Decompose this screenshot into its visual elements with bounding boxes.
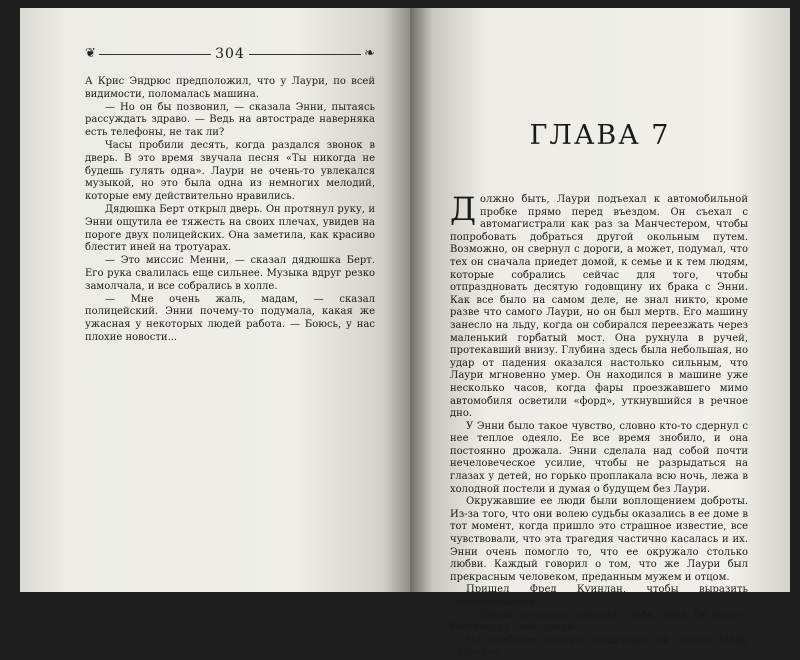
right-page <box>410 8 790 659</box>
drop-cap: Д <box>450 190 477 228</box>
page-header <box>85 44 375 64</box>
chapter-title: ГЛАВА 7 <box>529 120 671 151</box>
paragraph: Но наиболее ценную поддержку ей оказал Майк Галлахер. <box>450 634 748 659</box>
paragraph: — Мне очень жаль, мадам, — сказал полицейский. Энни почему-то подумала, какая же ужасная у некоторых людей работа. — Боюсь, у нас плохие новости... <box>85 293 375 343</box>
paragraph-first-text: олжно быть, Лаури подъехал к автомобильной пробке прямо перед въездом. Он съехал с автомагистрали как раз за Манчестером, чтобы попробовать добраться другой окольным путем. Возможно, он свернул с дороги, а может, подумал, что тех он сначала приедет домой, к семье и к тем людям, которые собрались сейчас для того, чтобы отпраздновать десятую годовщину их брака с Энни. Как все было на самом деле, не знал никто, кроме разве что самого Лаури, но он был мертв. Его машину занесло на льду, когда он собирался переезжать через маленький горбатый мост. Она рухнула в ручей, протекавший внизу. Глубина здесь была небольшая, но удар от падения оказался настолько сильным, что Лаури мгновенно умер. Он находился в машине уже несколько часов, когда фары проезжавшего мимо автомобиля осветили «форд», уткнувшийся в речное дно. <box>450 194 748 420</box>
book-spread <box>20 8 790 659</box>
paragraph-first <box>450 190 748 421</box>
page-number: 304 <box>215 46 245 62</box>
left-page <box>20 8 410 592</box>
paragraph: — Это миссис Менни, — сказал дядюшка Берт. Его рука свалилась еще сильнее. Музыка вдруг резко замолчала, и все собрались в холле. <box>85 255 375 292</box>
paragraph: — Но он бы позвонил, — сказала Энни, пытаясь рассуждать здраво. — Ведь на автостраде наверняка есть телефоны, не так ли? <box>85 101 375 139</box>
ornament-left-icon: ❦ <box>85 46 96 61</box>
paragraph: У Энни было такое чувство, словно кто-то сдернул с нее теплое одеяло. Ее все время знобило, и она постоянно дрожала. Энни сделала над собой почти нечеловеческое усилие, чтобы не разрыдаться на глазах у детей, но горько проплакала всю ночь, лежа в холодной постели и думая о будущем без Лаури. <box>450 420 748 495</box>
paragraph: Пришел Фред Куинлан, чтобы выразить соболезнование. <box>450 584 748 608</box>
paragraph: Дядюшка Берт открыл дверь. Он протянул руку, и Энни ощутила ее тяжесть на своих плечах, увидев на пороге двух полицейских. Она заметила, как красиво блестит иней на тротуарах. <box>85 203 375 254</box>
header-rule-right <box>249 54 361 55</box>
paragraph: А Крис Эндрюс предположил, что у Лаури, по всей видимости, поломалась машина. <box>85 76 375 100</box>
paragraph: Часы пробили десять, когда раздался звонок в дверь. В это время звучала песня «Ты никогда не будешь гулять одна». Лаури не очень-то увлекался музыкой, но это была одна из немногих мелодий, которые ему действительно нравились. <box>85 139 375 203</box>
paragraph: Окружавшие ее люди были воплощением доброты. Из-за того, что они волею судьбы оказались в ее доме в тот момент, когда пришло это страшное известие, все чувствовали, что эта трагедия частично касалась и их. Энни очень помогло то, что ее окружало столько любви. Каждый говорил о том, что же Лаури был прекрасным человеком, преданным мужем и отцом. <box>450 496 748 583</box>
ornament-right-icon: ❧ <box>364 46 375 61</box>
right-page-body <box>450 190 748 660</box>
left-page-body <box>85 76 375 345</box>
paragraph: — Лаури постоянно говорил о тебе, Энни. Он просто боготворил свою семью. <box>450 609 748 634</box>
